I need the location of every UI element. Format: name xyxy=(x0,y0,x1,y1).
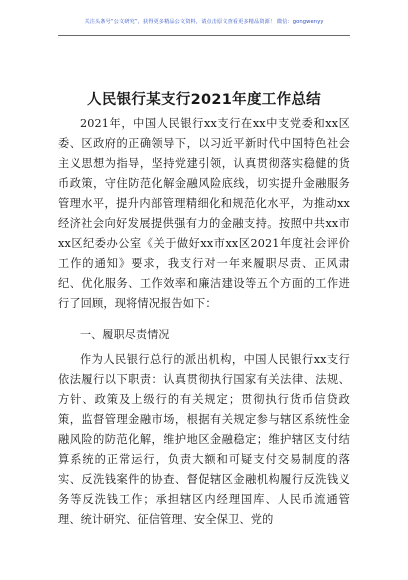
header-note-part2: ，请点击原文查看更多精品资源！ 微信：gongwenyy xyxy=(195,19,324,25)
document-title: 人民银行某支行2021年度工作总结 xyxy=(87,92,321,108)
section-heading-duties: 一、履职尽责情况 xyxy=(80,328,170,341)
header-note-part1: 关注头条号“公文研究”，获得更多精品公文资料 xyxy=(84,19,196,25)
header-divider xyxy=(58,35,350,36)
header-promo-note xyxy=(0,18,408,25)
duties-paragraph: 作为人民银行总行的派出机构，中国人民银行xx支行依法履行以下职责：认真贯彻执行国家有关法律、法规、方针、政策及上级行的有关规定；贯彻执行货币信贷政策，监督管理金融市场，根据有关规定参与辖区系统性金融风险的防范化解，维护地区金融稳定；维护辖区支付结算系统的正常运行，负责大额和可疑支付交易制度的落实、反洗钱案件的协查、督促辖区金融机构履行反洗钱义务等反洗钱工作；承担辖区内经理国库、人民币流通管理、统计研究、征信管理、安全保卫、党的 xyxy=(58,353,350,526)
intro-paragraph: 2021年，中国人民银行xx支行在xx中支党委和xx区委、区政府的正确领导下，以习近平新时代中国特色社会主义思想为指导，坚持党建引领，认真贯彻落实稳健的货币政策，守住防范化解金融风险底线，切实提升金融服务管理水平，提升内部管理精细化和规范化水平，为推动xx经济社会向好发展提供强有力的金融支持。按照中共xx市xx区纪委办公室《关于做好xx市xx区2021年度社会评价工作的通知》要求，我支行对一年来履职尽责、正风肃纪、优化服务、工作效率和廉洁建设等五个方面的工作进行了回顾，现将情况报告如下： xyxy=(58,117,350,310)
